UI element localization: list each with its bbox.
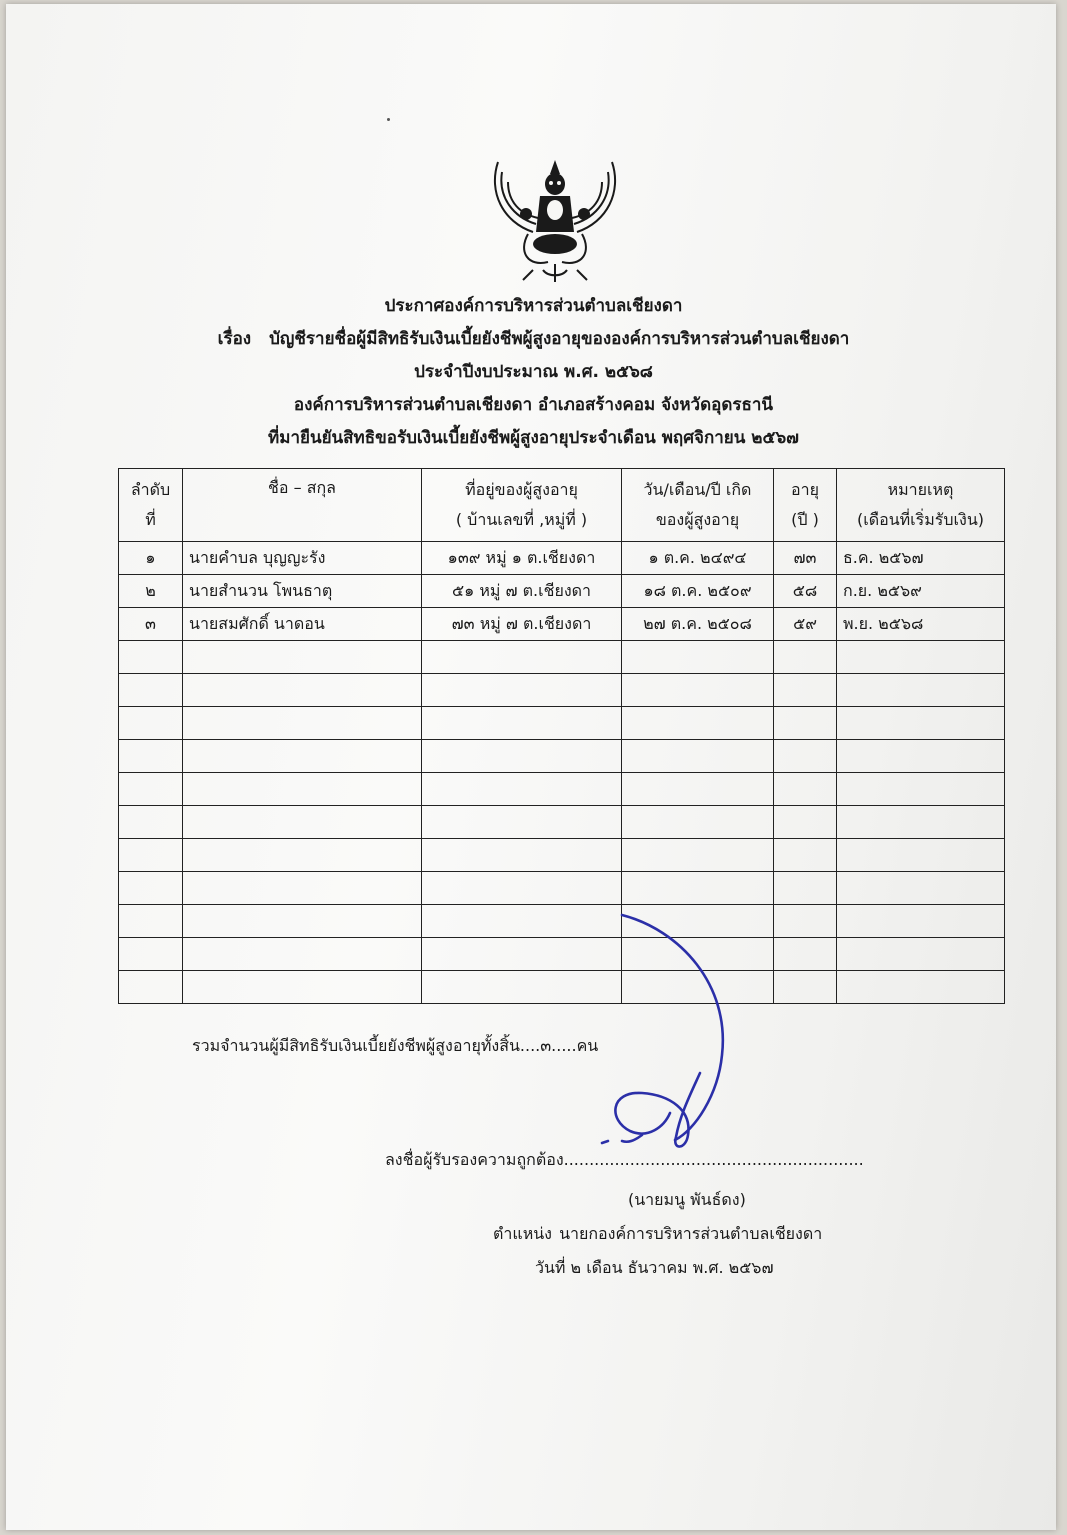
organization-line: องค์การบริหารส่วนตำบลเชียงดา อำเภอสร้างคอม จังหวัดอุดรธานี (293, 395, 774, 415)
age-cell: ๗๓ (774, 542, 837, 575)
birth-date-cell (622, 806, 774, 839)
age-cell: ๕๘ (774, 575, 837, 608)
remark-cell (837, 839, 1005, 872)
remark-cell (837, 773, 1005, 806)
age-cell (774, 971, 837, 1004)
confirmation-month-line: ที่มายืนยันสิทธิขอรับเงินเบี้ยยังชีพผู้สูงอายุประจำเดือน พฤศจิกายน ๒๕๖๗ (268, 428, 799, 448)
total-count: รวมจำนวนผู้มีสิทธิรับเงินเบี้ยยังชีพผู้สูงอายุทั้งสิ้น....๓.....คน (192, 1036, 599, 1055)
announcement-title: ประกาศองค์การบริหารส่วนตำบลเชียงดา (384, 296, 683, 316)
table-row (119, 872, 1005, 905)
address-cell (422, 839, 622, 872)
remark-cell (837, 971, 1005, 1004)
age-cell (774, 938, 837, 971)
subject-line (0, 323, 1067, 356)
person-name-cell (183, 905, 422, 938)
table-row (119, 905, 1005, 938)
column-header: ลำดับ ที่ (119, 469, 183, 542)
person-name-cell (183, 938, 422, 971)
row-number-cell (119, 773, 183, 806)
address-cell (422, 971, 622, 1004)
row-number-cell (119, 707, 183, 740)
table-row (119, 938, 1005, 971)
person-name-cell (183, 872, 422, 905)
row-number-cell (119, 872, 183, 905)
table-row (119, 839, 1005, 872)
table-header-row (119, 469, 1005, 542)
person-name-cell: นายคำบล บุญญะรัง (183, 542, 422, 575)
birth-date-cell: ๑๘ ต.ค. ๒๕๐๙ (622, 575, 774, 608)
person-name-cell (183, 740, 422, 773)
birth-date-cell (622, 740, 774, 773)
age-cell (774, 674, 837, 707)
subject-label: เรื่อง (217, 329, 252, 349)
table-row (119, 740, 1005, 773)
row-number-cell (119, 971, 183, 1004)
fiscal-year-line: ประจำปีงบประมาณ พ.ศ. ๒๕๖๘ (414, 362, 653, 382)
table-row (119, 971, 1005, 1004)
birth-date-cell: ๑ ต.ค. ๒๔๙๔ (622, 542, 774, 575)
remark-cell (837, 806, 1005, 839)
table-body (119, 542, 1005, 1004)
row-number-cell (119, 839, 183, 872)
row-number-cell (119, 806, 183, 839)
address-cell (422, 806, 622, 839)
remark-cell (837, 872, 1005, 905)
birth-date-cell (622, 773, 774, 806)
column-header: ชื่อ – สกุล (183, 469, 422, 542)
age-cell: ๕๙ (774, 608, 837, 641)
person-name-cell (183, 839, 422, 872)
table-row (119, 542, 1005, 575)
age-cell (774, 872, 837, 905)
signature-date: วันที่ ๒ เดือน ธันวาคม พ.ศ. ๒๕๖๗ (535, 1258, 774, 1277)
age-cell (774, 806, 837, 839)
person-name-cell: นายสมศักดิ์ นาดอน (183, 608, 422, 641)
column-header: ที่อยู่ของผู้สูงอายุ ( บ้านเลขที่ ,หมู่ที่ ) (422, 469, 622, 542)
remark-cell (837, 674, 1005, 707)
remark-cell (837, 740, 1005, 773)
table-row (119, 608, 1005, 641)
address-cell (422, 707, 622, 740)
address-cell (422, 773, 622, 806)
signer-name: (นายมนู พันธ์ดง) (628, 1190, 746, 1209)
remark-cell: ก.ย. ๒๕๖๙ (837, 575, 1005, 608)
age-cell (774, 707, 837, 740)
person-name-cell (183, 773, 422, 806)
birth-date-cell (622, 707, 774, 740)
address-cell (422, 641, 622, 674)
table-row (119, 707, 1005, 740)
birth-date-cell (622, 641, 774, 674)
age-cell (774, 905, 837, 938)
age-cell (774, 740, 837, 773)
remark-cell (837, 905, 1005, 938)
table-row (119, 773, 1005, 806)
document-header (0, 290, 1067, 455)
row-number-cell (119, 641, 183, 674)
row-number-cell: ๑ (119, 542, 183, 575)
table-row (119, 575, 1005, 608)
row-number-cell (119, 740, 183, 773)
certify-line: ลงชื่อผู้รับรองความถูกต้อง........................................................... (385, 1150, 864, 1169)
birth-date-cell (622, 872, 774, 905)
remark-cell: ธ.ค. ๒๕๖๗ (837, 542, 1005, 575)
handwritten-signature (600, 905, 760, 1155)
table-row (119, 806, 1005, 839)
address-cell (422, 938, 622, 971)
birth-date-cell: ๒๗ ต.ค. ๒๕๐๘ (622, 608, 774, 641)
table-row (119, 674, 1005, 707)
table-row (119, 641, 1005, 674)
remark-cell: พ.ย. ๒๕๖๘ (837, 608, 1005, 641)
row-number-cell: ๒ (119, 575, 183, 608)
birth-date-cell (622, 839, 774, 872)
address-cell (422, 905, 622, 938)
row-number-cell (119, 938, 183, 971)
beneficiary-table (118, 468, 1005, 1004)
address-cell: ๗๓ หมู่ ๗ ต.เชียงดา (422, 608, 622, 641)
address-cell: ๕๑ หมู่ ๗ ต.เชียงดา (422, 575, 622, 608)
column-header: อายุ (ปี ) (774, 469, 837, 542)
age-cell (774, 641, 837, 674)
row-number-cell (119, 905, 183, 938)
person-name-cell: นายสำนวน โพนธาตุ (183, 575, 422, 608)
garuda-emblem-icon (488, 152, 622, 282)
remark-cell (837, 938, 1005, 971)
age-cell (774, 773, 837, 806)
subject-text: บัญชีรายชื่อผู้มีสิทธิรับเงินเบี้ยยังชีพผู้สูงอายุขององค์การบริหารส่วนตำบลเชียงดา (269, 329, 850, 349)
person-name-cell (183, 971, 422, 1004)
signer-position: ตำแหน่ง นายกองค์การบริหารส่วนตำบลเชียงดา (493, 1224, 823, 1243)
column-header: หมายเหตุ (เดือนที่เริ่มรับเงิน) (837, 469, 1005, 542)
paper-speck (387, 118, 390, 121)
address-cell (422, 674, 622, 707)
row-number-cell: ๓ (119, 608, 183, 641)
age-cell (774, 839, 837, 872)
person-name-cell (183, 707, 422, 740)
address-cell (422, 872, 622, 905)
remark-cell (837, 641, 1005, 674)
person-name-cell (183, 806, 422, 839)
remark-cell (837, 707, 1005, 740)
row-number-cell (119, 674, 183, 707)
address-cell: ๑๓๙ หมู่ ๑ ต.เชียงดา (422, 542, 622, 575)
person-name-cell (183, 641, 422, 674)
person-name-cell (183, 674, 422, 707)
birth-date-cell (622, 674, 774, 707)
address-cell (422, 740, 622, 773)
column-header: วัน/เดือน/ปี เกิด ของผู้สูงอายุ (622, 469, 774, 542)
